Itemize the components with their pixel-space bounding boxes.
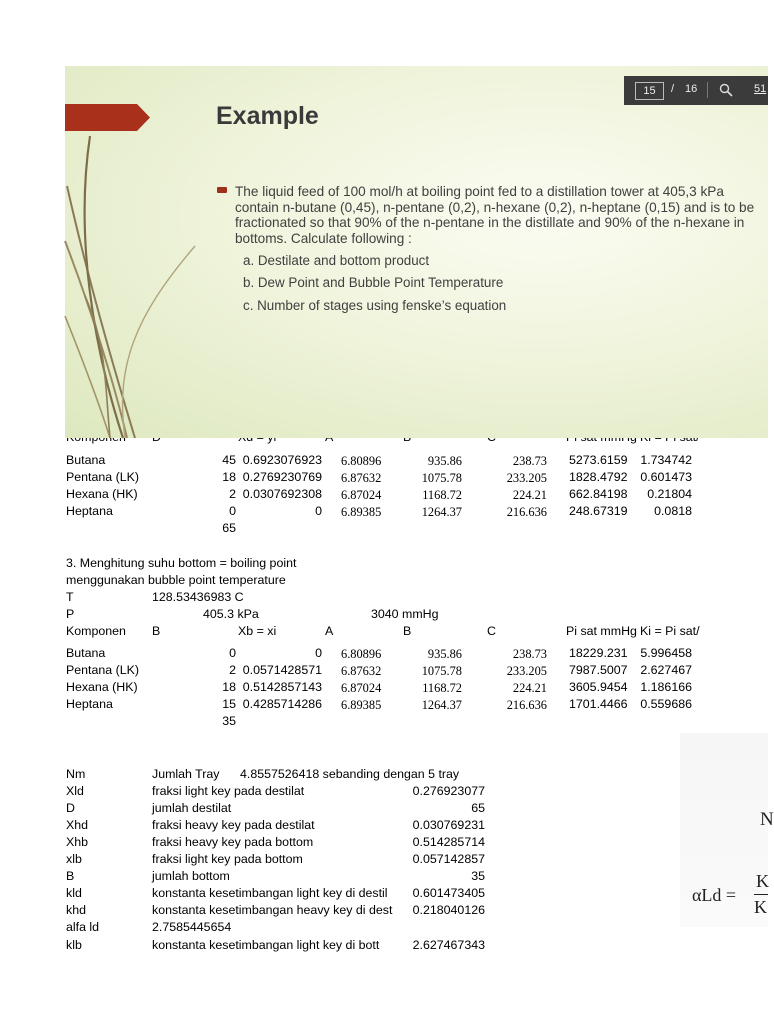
summary-symbol: Xhd xyxy=(66,818,89,832)
cell-c: 238.73 xyxy=(512,454,547,468)
cell-d: 18 xyxy=(222,470,236,484)
cell-ki: 0.0818 xyxy=(654,504,692,518)
cell-ki: 1.734742 xyxy=(640,453,692,467)
cell-d: 45 xyxy=(222,453,236,467)
cell-b2: 1264.37 xyxy=(421,698,462,712)
header-c: C xyxy=(487,624,496,638)
cell-pisat: 1828.4792 xyxy=(569,470,628,484)
cell-ki: 2.627467 xyxy=(640,663,692,677)
grass-decoration xyxy=(65,66,768,438)
slide-image xyxy=(65,66,768,438)
cell-xb: 0.5142857143 xyxy=(242,680,322,694)
cell-b: 2 xyxy=(229,663,236,677)
cell-komponen: Butana xyxy=(66,453,106,467)
slide-body-text: The liquid feed of 100 mol/h at boiling point fed to a distillation tower at 405,3 kPa contain n-butane (0,45), n-pentane (0,2), n-hexane (0,2), n-heptane (0,15) and is to be fractionated so that 90% of the n-pentane in the distillate and 90% of the n-hexane in bottoms. Calculate following : xyxy=(235,184,755,246)
cell-a: 6.87024 xyxy=(341,681,382,695)
summary-symbol: Nm xyxy=(66,767,86,781)
cell-a: 6.87632 xyxy=(341,664,382,678)
summary-desc: fraksi heavy key pada bottom xyxy=(152,835,314,849)
cell-b: 1264.37 xyxy=(421,505,462,519)
section-subheading: menggunakan bubble point temperature xyxy=(66,573,286,587)
slide-item-b: b. Dew Point and Bubble Point Temperature xyxy=(243,275,504,290)
cell-b: 15 xyxy=(222,697,236,711)
cell-b: 935.86 xyxy=(427,454,462,468)
summary-value: 0.218040126 xyxy=(412,903,485,917)
equation-numerator: K xyxy=(756,871,769,891)
p-mmhg: 3040 mmHg xyxy=(371,607,439,621)
summary-desc: Jumlah Tray xyxy=(152,767,220,781)
cell-komponen: Pentana (LK) xyxy=(66,470,140,484)
cell-komponen: Heptana xyxy=(66,504,113,518)
section-heading: 3. Menghitung suhu bottom = boiling point xyxy=(66,556,297,570)
summary-desc: fraksi heavy key pada destilat xyxy=(152,818,315,832)
summary-symbol: klb xyxy=(66,938,82,952)
toolbar-divider xyxy=(707,82,708,98)
cell-ki: 1.186166 xyxy=(640,680,692,694)
p-label: P xyxy=(66,607,75,621)
cell-pisat: 5273.6159 xyxy=(569,453,628,467)
t-label: T xyxy=(66,590,74,604)
cell-pisat: 1701.4466 xyxy=(569,697,628,711)
summary-value: 35 xyxy=(471,869,485,883)
cell-a: 6.87024 xyxy=(341,488,382,502)
total-b: 35 xyxy=(222,714,236,728)
header-b: B xyxy=(152,624,161,638)
cell-b2: 935.86 xyxy=(427,647,462,661)
summary-value: 65 xyxy=(471,801,485,815)
viewer-toolbar xyxy=(624,76,768,105)
summary-symbol: khd xyxy=(66,903,86,917)
title-ribbon xyxy=(65,104,150,131)
summary-desc: fraksi light key pada bottom xyxy=(152,852,303,866)
cell-pisat: 662.84198 xyxy=(569,487,628,501)
cell-b2: 1168.72 xyxy=(422,681,462,695)
cell-xb: 0.4285714286 xyxy=(242,697,322,711)
summary-symbol: xlb xyxy=(66,852,82,866)
summary-symbol: B xyxy=(66,869,75,883)
bullet-icon xyxy=(217,187,227,193)
summary-desc: konstanta kesetimbangan light key di destil xyxy=(152,886,388,900)
summary-desc: konstanta kesetimbangan light key di bott xyxy=(152,938,380,952)
header-b2: B xyxy=(403,624,412,638)
equation-lhs: αLd = xyxy=(692,885,737,905)
slide-title: Example xyxy=(216,102,319,130)
cell-c: 216.636 xyxy=(506,505,547,519)
cell-a: 6.89385 xyxy=(341,698,382,712)
header-komponen: Komponen xyxy=(66,624,126,638)
equation-image xyxy=(680,733,774,927)
summary-symbol: kld xyxy=(66,886,82,900)
cell-pisat: 248.67319 xyxy=(569,504,628,518)
summary-desc: konstanta kesetimbangan heavy key di dest xyxy=(152,903,393,917)
summary-symbol: D xyxy=(66,801,75,815)
cell-c: 224.21 xyxy=(512,488,547,502)
cell-a: 6.87632 xyxy=(341,471,382,485)
cell-b: 18 xyxy=(222,680,236,694)
summary-symbol: Xhb xyxy=(66,835,89,849)
cell-komponen: Hexana (HK) xyxy=(66,487,138,501)
cell-komponen: Pentana (LK) xyxy=(66,663,140,677)
cell-xd: 0 xyxy=(315,504,322,518)
cell-ki: 5.996458 xyxy=(640,646,692,660)
zoom-icon[interactable] xyxy=(719,83,733,97)
header-xb: Xb = xi xyxy=(238,624,277,638)
cell-b: 1075.78 xyxy=(421,471,462,485)
cell-xd: 0.6923076923 xyxy=(242,453,322,467)
cell-ki: 0.601473 xyxy=(640,470,692,484)
cell-pisat: 7987.5007 xyxy=(569,663,628,677)
summary-value: 2.627467343 xyxy=(412,938,485,952)
page-separator: / xyxy=(671,83,675,95)
equation-denominator: K xyxy=(754,897,767,917)
cell-komponen: Hexana (HK) xyxy=(66,680,138,694)
summary-symbol: Xld xyxy=(66,784,84,798)
cell-pisat: 18229.231 xyxy=(569,646,628,660)
page-number-input[interactable]: 15 xyxy=(635,82,664,100)
summary-value: 2.7585445654 xyxy=(152,920,232,934)
slide-item-c: c. Number of stages using fenske’s equation xyxy=(243,298,507,313)
fraction-bar xyxy=(754,894,768,895)
cell-c: 233.205 xyxy=(506,664,547,678)
header-a: A xyxy=(325,624,334,638)
cell-a: 6.89385 xyxy=(341,505,382,519)
cell-xb: 0 xyxy=(315,646,322,660)
cell-b: 1168.72 xyxy=(422,488,462,502)
t-value: 128.53436983 C xyxy=(152,590,244,604)
cell-a: 6.80896 xyxy=(341,454,382,468)
summary-value: 4.8557526418 sebanding dengan 5 tray xyxy=(240,767,460,781)
summary-symbol: alfa ld xyxy=(66,920,100,934)
summary-value: 0.514285714 xyxy=(412,835,485,849)
cell-pisat: 3605.9454 xyxy=(569,680,628,694)
cell-xd: 0.0307692308 xyxy=(242,487,322,501)
header-pisat: Pi sat mmHg xyxy=(566,624,637,638)
summary-value: 0.057142857 xyxy=(412,852,485,866)
cell-komponen: Heptana xyxy=(66,697,113,711)
cell-xb: 0.0571428571 xyxy=(242,663,322,677)
summary-desc: jumlah destilat xyxy=(152,801,232,815)
equation-n: N xyxy=(760,809,774,830)
cell-c: 216.636 xyxy=(506,698,547,712)
header-ki: Ki = Pi sat/ xyxy=(640,624,700,638)
cell-b2: 1075.78 xyxy=(421,664,462,678)
cell-komponen: Butana xyxy=(66,646,106,660)
total-d: 65 xyxy=(222,521,236,535)
cell-d: 2 xyxy=(229,487,236,501)
cell-c: 224.21 xyxy=(512,681,547,695)
zoom-level[interactable]: 51 xyxy=(754,83,767,95)
cell-c: 238.73 xyxy=(512,647,547,661)
page-total: 16 xyxy=(685,83,698,95)
summary-value: 0.276923077 xyxy=(412,784,485,798)
slide-item-a: a. Destilate and bottom product xyxy=(243,253,430,268)
p-value: 405.3 kPa xyxy=(203,607,259,621)
summary-value: 0.030769231 xyxy=(412,818,485,832)
cell-d: 0 xyxy=(229,504,236,518)
cell-ki: 0.21804 xyxy=(647,487,692,501)
cell-c: 233.205 xyxy=(506,471,547,485)
summary-desc: fraksi light key pada destilat xyxy=(152,784,305,798)
summary-desc: jumlah bottom xyxy=(152,869,230,883)
cell-xd: 0.2769230769 xyxy=(242,470,322,484)
cell-ki: 0.559686 xyxy=(640,697,692,711)
summary-value: 0.601473405 xyxy=(412,886,485,900)
cell-a: 6.80896 xyxy=(341,647,382,661)
cell-b: 0 xyxy=(229,646,236,660)
